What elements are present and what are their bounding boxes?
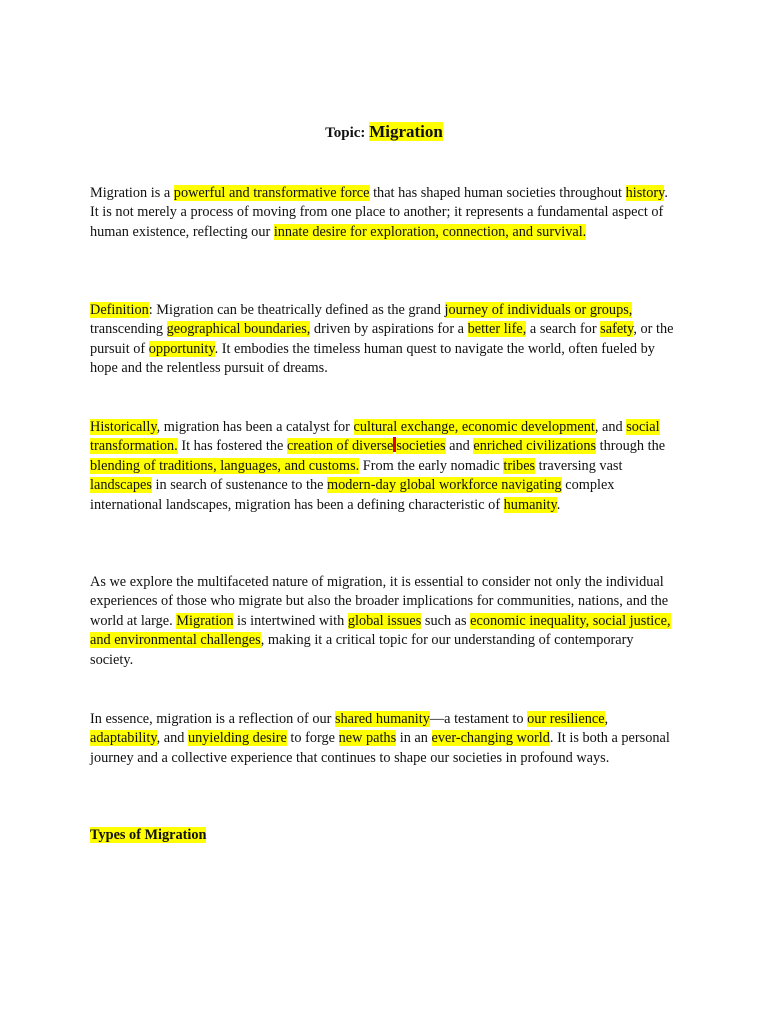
text-run: a search for [526,321,601,338]
paragraph-essence [90,710,676,768]
text-run: to forge [286,730,339,747]
paragraph-history [90,418,676,515]
text-run: From the early nomadic [359,457,504,474]
text-run: driven by aspirations for a [310,321,468,338]
text-run: such as [421,612,471,629]
highlighted-text: ever-changing world [431,730,550,747]
highlighted-text: journey of individuals or groups, [444,302,633,318]
text-run: As we explore the multifaceted nature of migration, it is essential to consider not only the individual experiences of those who migrate but also the broader implications for communities, nations, and the world at large. [90,574,669,629]
text-run: in an [396,730,432,747]
highlighted-text: shared humanity [334,711,430,727]
paragraph-definition [90,301,676,379]
highlighted-text: landscapes [90,477,152,494]
section-heading-text: Types of Migration [90,827,207,843]
highlighted-text: societies [396,438,446,455]
text-run: through the [596,438,666,455]
section-heading [90,827,206,844]
text-run: : Migration can be theatrically defined as the grand [148,302,445,318]
highlighted-text: adaptability [90,730,157,747]
text-run: . It is not merely a process of moving from one place to another; it represents a fundamental aspect of human existence, reflecting our [90,185,668,240]
highlighted-text: safety [600,321,634,338]
text-run: . It embodies the timeless human quest to navigate the world, often fueled by hope and the relentless pursuit of dreams. [90,340,655,377]
text-run: is intertwined with [233,612,348,629]
highlighted-text: Migration [176,612,234,629]
highlighted-text: enriched civilizations [473,438,597,455]
text-run: in search of sustenance to the [151,477,328,494]
highlighted-text: blending of traditions, languages, and customs. [90,457,360,474]
text-run: and [445,438,474,455]
text-run: Migration is a [90,185,174,201]
highlighted-text: opportunity [148,340,215,357]
text-run: —a testament to [429,711,528,727]
text-run: , or the pursuit of [90,321,674,357]
highlighted-text: global issues [347,612,422,629]
highlighted-text: tribes [503,457,536,474]
text-run: . It is both a personal journey and a collective experience that continues to shape our societies in profound ways. [90,730,670,766]
paragraph-intro [90,184,676,242]
highlighted-text: creation of diverse [286,438,394,455]
text-run: , [604,711,609,727]
highlighted-text: Definition [90,302,149,318]
highlighted-text: cultural exchange, economic development [353,419,595,435]
highlighted-text: economic inequality, social justice, and environmental challenges [90,612,671,649]
highlighted-text: unyielding desire [187,730,287,747]
page-title [0,122,768,142]
text-run: , migration has been a catalyst for [156,419,354,435]
highlighted-text: Historically [90,419,157,435]
text-run: traversing vast [535,457,623,474]
highlighted-text: geographical boundaries, [166,321,311,338]
text-run: complex international landscapes, migration has been a defining characteristic of [90,477,615,513]
highlighted-text: innate desire for exploration, connection, and survival. [273,223,587,240]
paragraph-issues [90,573,676,670]
text-run: . [556,496,561,513]
highlighted-text: our resilience [527,711,605,727]
highlighted-text: better life, [467,321,527,338]
highlighted-text: modern-day global workforce navigating [327,477,562,494]
title-prefix: Topic: [325,125,370,141]
highlighted-text: powerful and transformative force [173,185,370,201]
text-run: It has fostered the [177,438,287,455]
text-run: that has shaped human societies throughout [369,185,626,201]
text-run: , and [156,730,188,747]
title-main: Migration [369,122,443,141]
text-run: transcending [90,321,167,338]
highlighted-text: social transformation. [90,419,660,455]
highlighted-text: new paths [338,730,397,747]
text-run: , making it a critical topic for our understanding of contemporary society. [90,632,634,668]
highlighted-text: humanity [503,496,557,513]
text-run: , and [594,419,627,435]
highlighted-text: history [625,185,665,201]
text-run: In essence, migration is a reflection of our [90,711,335,727]
